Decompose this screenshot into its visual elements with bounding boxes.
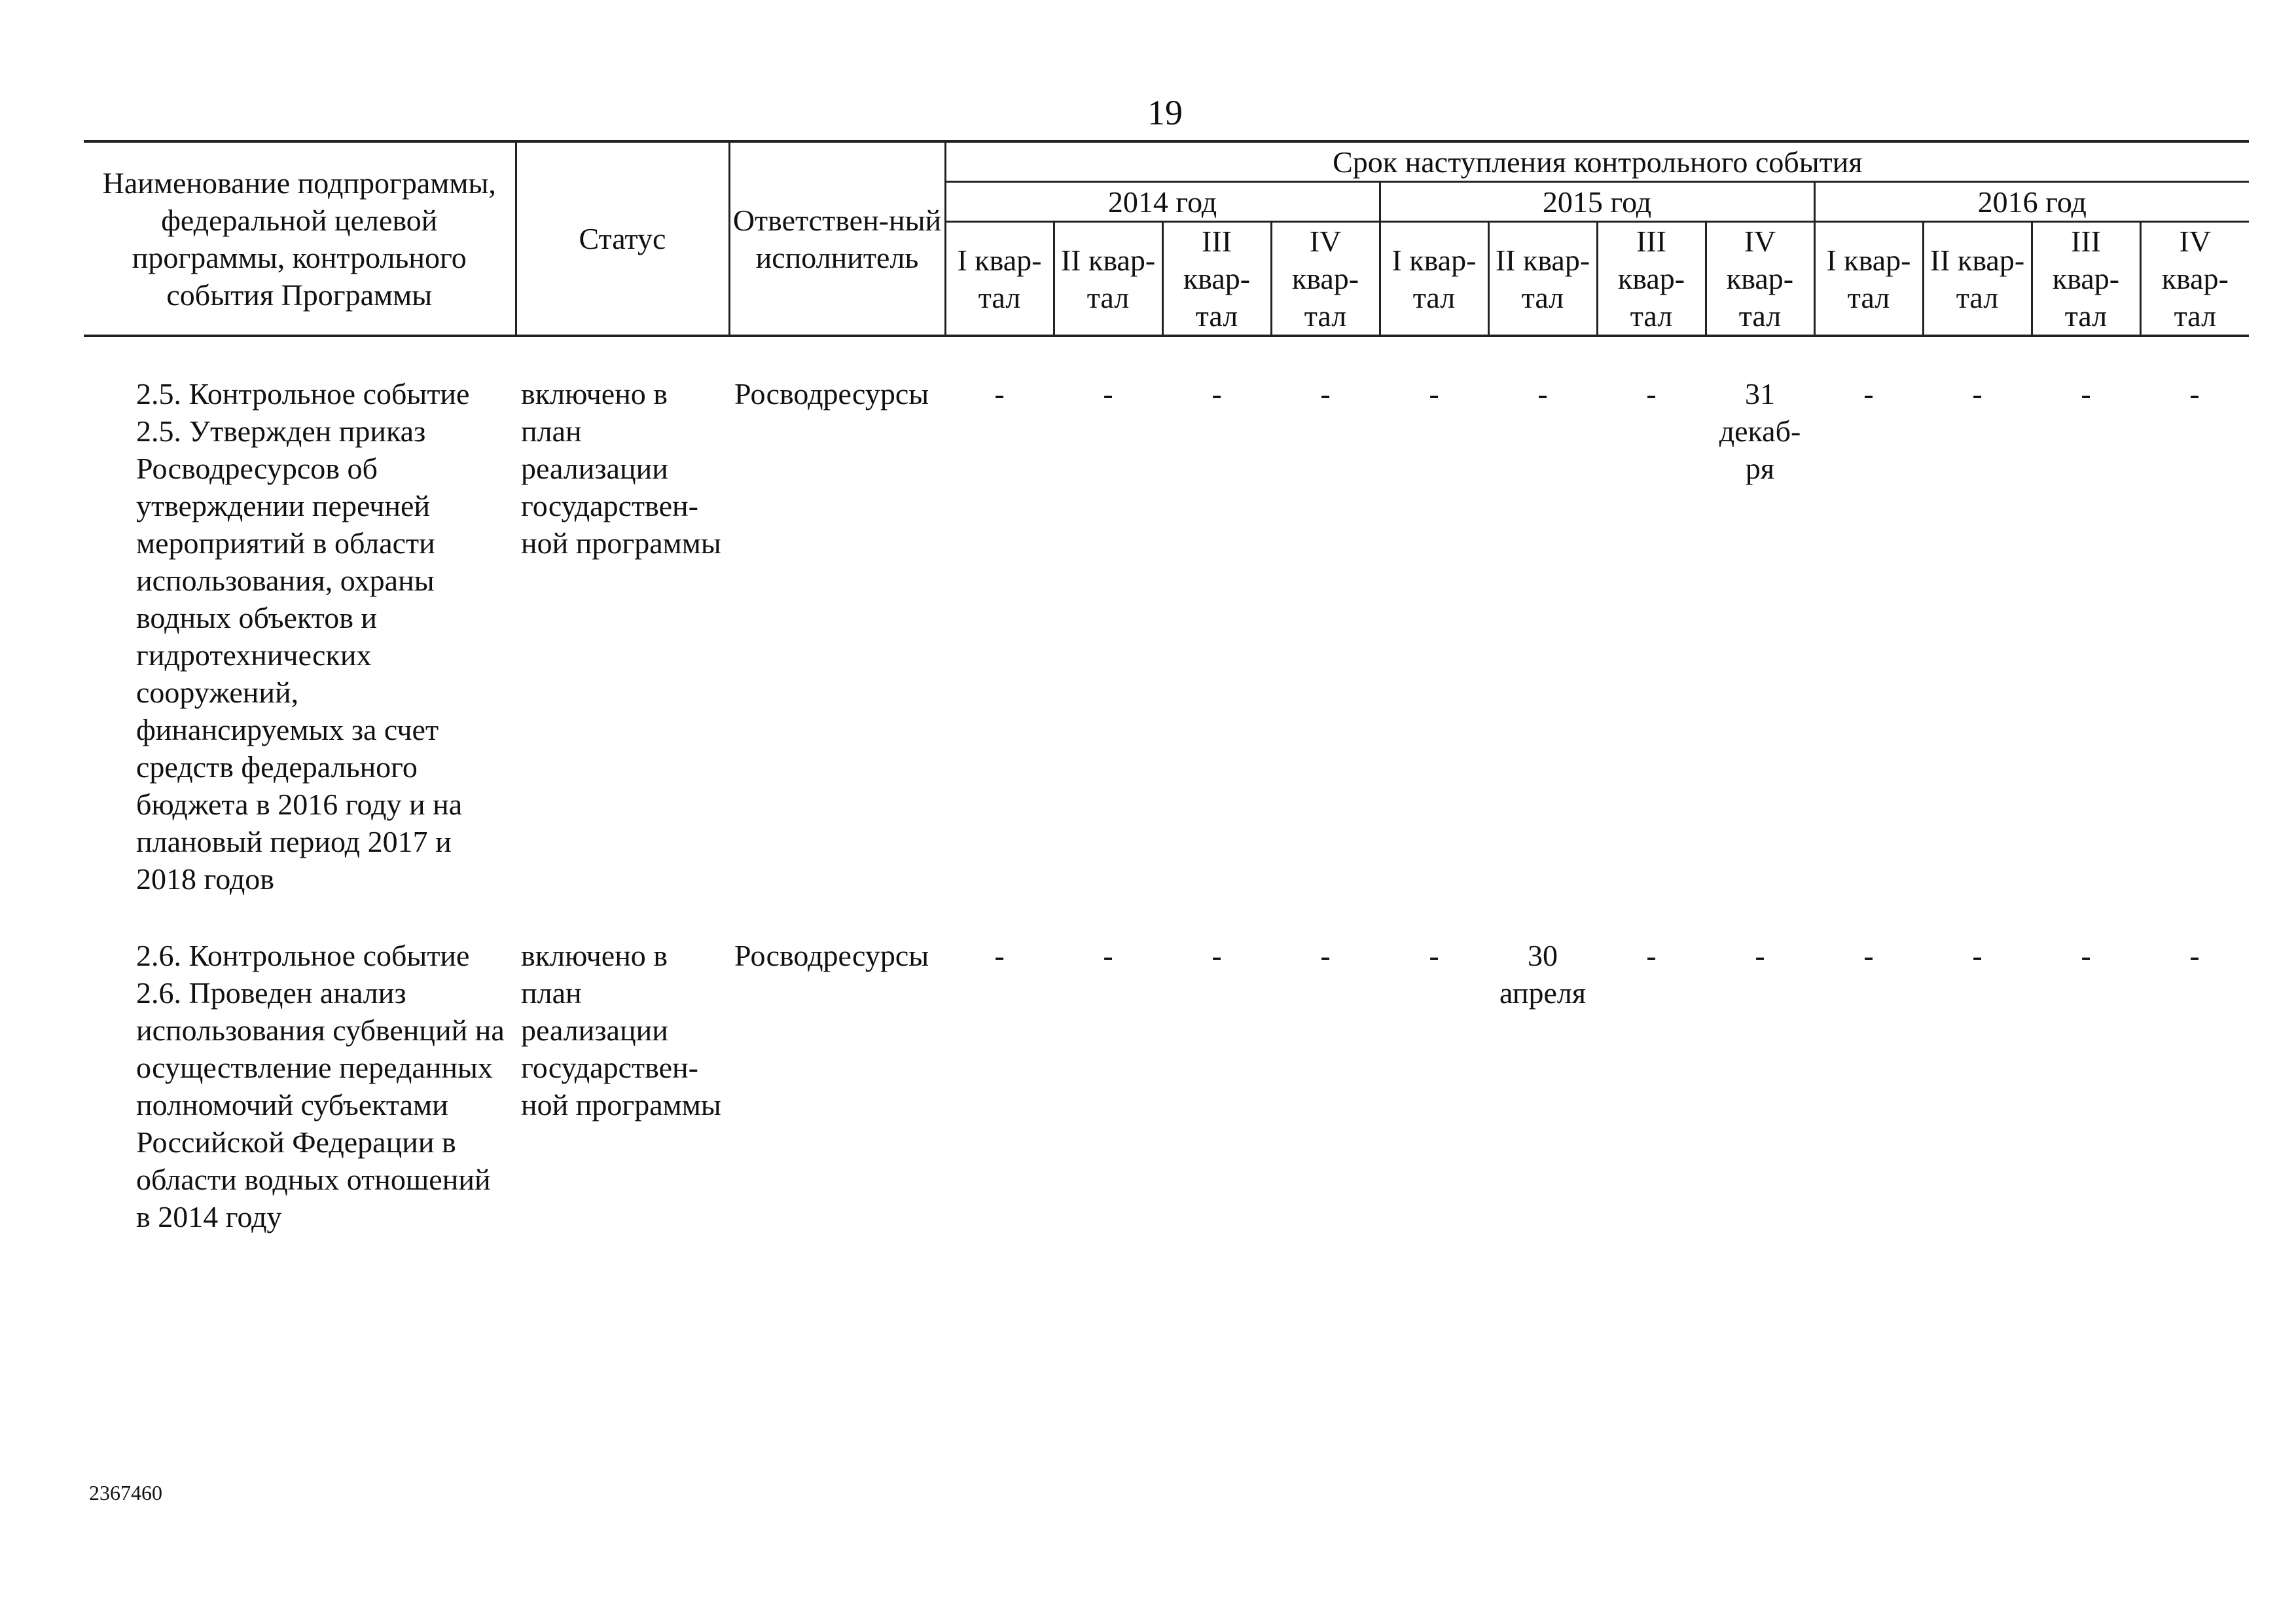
event-executor: Росводресурсы	[734, 939, 929, 972]
header-name: Наименование подпрограммы, федеральной целевой программы, контрольного события Программы	[84, 141, 516, 336]
quarter-cell: -	[2081, 939, 2091, 972]
quarter-cell: 30 апреля	[1499, 939, 1586, 1010]
header-quarter: I квар-тал	[1380, 222, 1488, 337]
quarter-cell: -	[1646, 377, 1657, 410]
header-quarter: III квар-тал	[1162, 222, 1271, 337]
event-executor: Росводресурсы	[734, 377, 929, 410]
event-status: включено в план реализации государствен-ной программы	[521, 377, 721, 560]
quarter-cell: -	[1972, 939, 1982, 972]
quarter-cell: -	[1863, 939, 1874, 972]
quarter-cell: -	[2081, 377, 2091, 410]
header-quarter: II квар-тал	[1923, 222, 2032, 337]
header-quarter: I квар-тал	[1814, 222, 1923, 337]
quarter-cell: -	[1755, 939, 1765, 972]
header-quarter: I квар-тал	[945, 222, 1054, 337]
event-status: включено в план реализации государствен-ной программы	[521, 939, 721, 1122]
header-year-2014: 2014 год	[945, 182, 1380, 222]
header-year-2015: 2015 год	[1380, 182, 1814, 222]
quarter-cell: -	[2189, 939, 2200, 972]
table-row	[84, 375, 2249, 898]
event-name: 2.5. Контрольное событие 2.5. Утвержден приказ Росводресурсов об утверждении перечней мероприятий в области использования, охраны водных объектов и гидротехнических сооружений, финансируемых за счет средств федерального бюджета в 2016 году и на плановый период 2017 и 2018 годов	[136, 377, 470, 896]
quarter-cell: -	[994, 939, 1005, 972]
quarter-cell: -	[994, 377, 1005, 410]
quarter-cell: -	[1429, 939, 1439, 972]
header-deadline-group: Срок наступления контрольного события	[945, 141, 2249, 182]
quarter-cell: -	[1537, 377, 1548, 410]
quarter-cell: -	[1103, 377, 1113, 410]
quarter-cell: -	[2189, 377, 2200, 410]
quarter-cell: -	[1429, 377, 1439, 410]
header-year-2016: 2016 год	[1814, 182, 2249, 222]
header-quarter: II квар-тал	[1054, 222, 1162, 337]
document-code: 2367460	[89, 1481, 162, 1504]
control-events-table	[84, 140, 2249, 1235]
header-quarter: III квар-тал	[1597, 222, 1706, 337]
quarter-cell: 31 декаб-ря	[1719, 377, 1801, 485]
quarter-cell: -	[1211, 939, 1222, 972]
quarter-cell: -	[1103, 939, 1113, 972]
table-body	[84, 336, 2249, 1235]
header-quarter: IV квар-тал	[1271, 222, 1380, 337]
event-name: 2.6. Контрольное событие 2.6. Проведен анализ использования субвенций на осуществление переданных полномочий субъектами Российской Федерации в области водных отношений в 2014 году	[136, 939, 505, 1233]
quarter-cell: -	[1646, 939, 1657, 972]
header-quarter: IV квар-тал	[2140, 222, 2249, 337]
quarter-cell: -	[1972, 377, 1982, 410]
header-quarter: II квар-тал	[1488, 222, 1597, 337]
page-number: 19	[1147, 93, 1183, 132]
table-header	[84, 141, 2249, 336]
table-row	[84, 937, 2249, 1235]
header-quarter: III квар-тал	[2032, 222, 2140, 337]
quarter-cell: -	[1320, 939, 1331, 972]
quarter-cell: -	[1863, 377, 1874, 410]
header-status: Статус	[516, 141, 729, 336]
quarter-cell: -	[1320, 377, 1331, 410]
header-quarter: IV квар-тал	[1706, 222, 1814, 337]
quarter-cell: -	[1211, 377, 1222, 410]
header-executor: Ответствен-ный исполнитель	[729, 141, 945, 336]
